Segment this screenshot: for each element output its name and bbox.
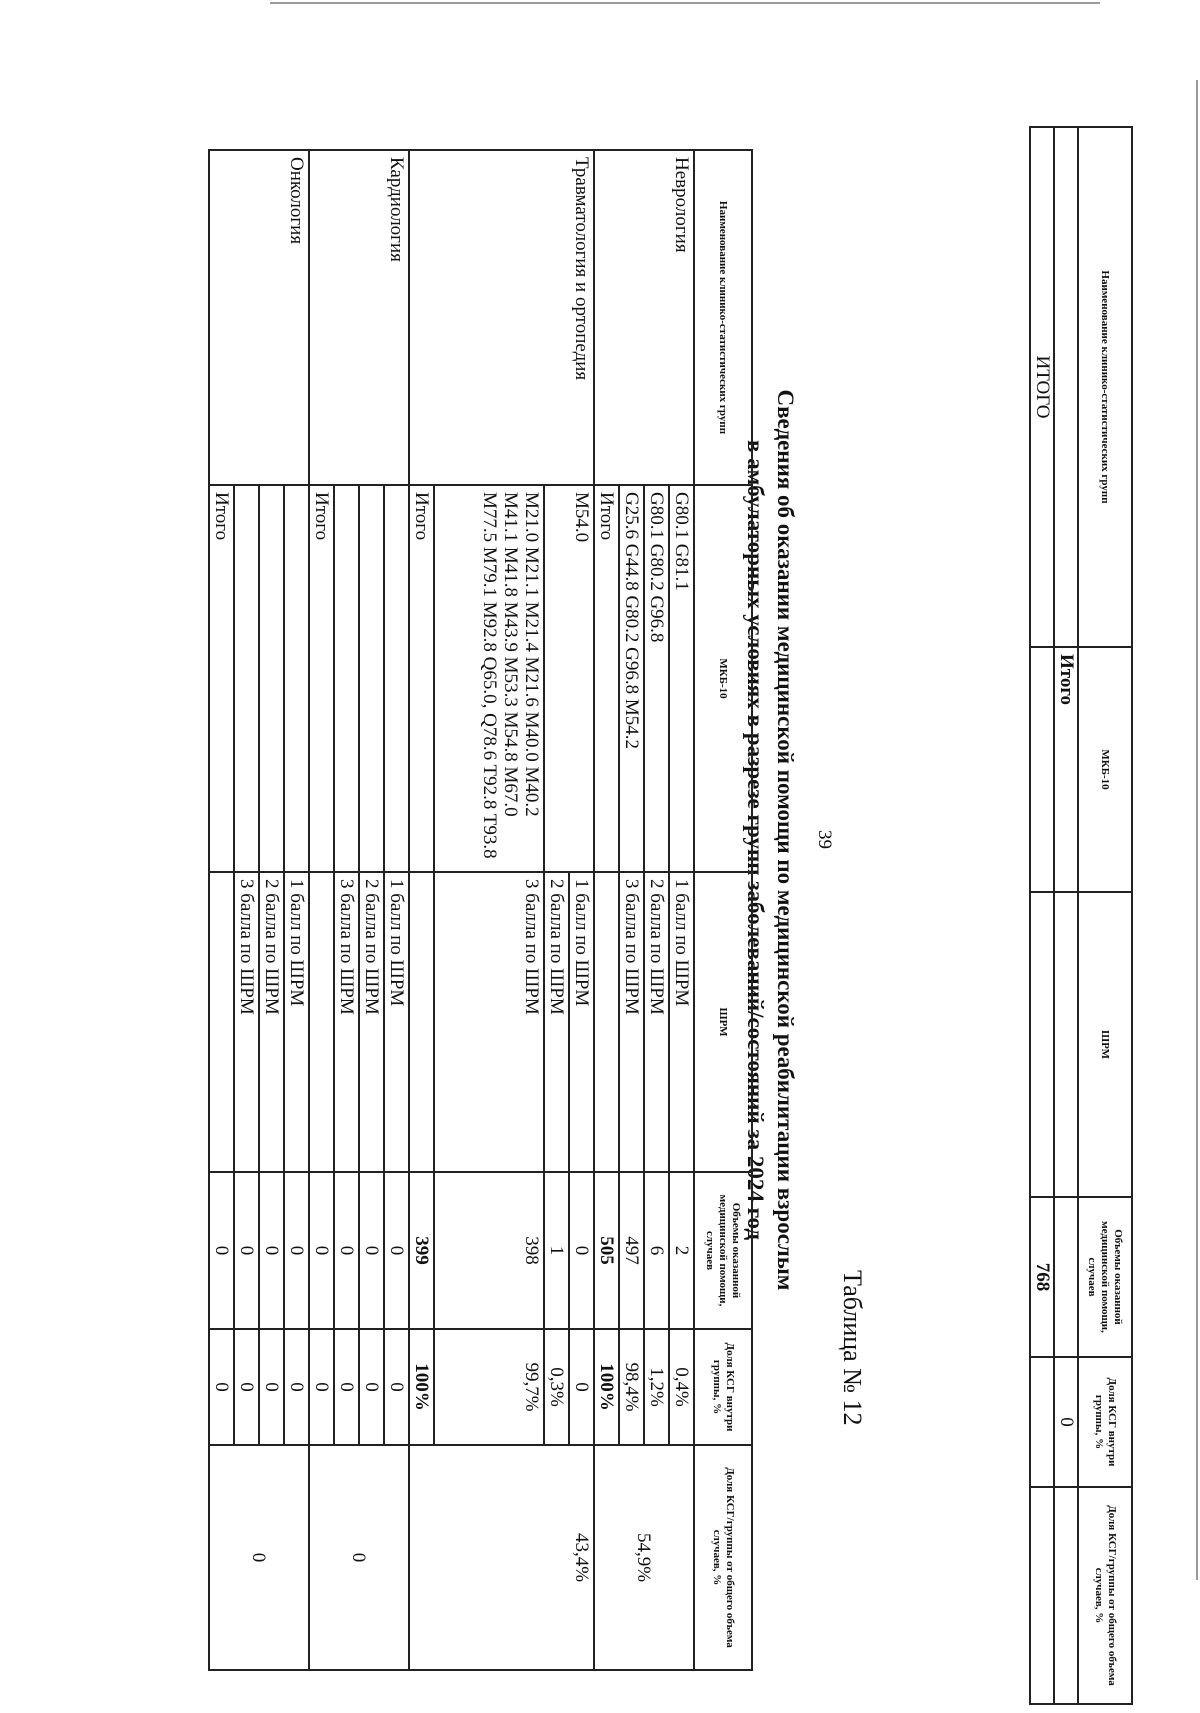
shrm-score: 3 балла по ШРМ: [619, 872, 644, 1172]
rehab-main-table: [208, 149, 753, 1671]
share-value: 0: [359, 1329, 384, 1445]
volume-value: 0: [284, 1172, 309, 1329]
mkb-empty: [334, 485, 359, 872]
table-row: [669, 150, 694, 1670]
share-value: 0: [384, 1329, 409, 1445]
shrm-score: 2 балла по ШРМ: [259, 872, 284, 1172]
mkb-codes: G80.1 G81.1: [669, 485, 694, 872]
mkb-empty: [384, 485, 409, 872]
summary-header-row: [1078, 127, 1132, 1704]
volume-value: 0: [259, 1172, 284, 1329]
group-name-oncology: Онкология: [209, 150, 309, 485]
shrm-score: 2 балла по ШРМ: [644, 872, 669, 1172]
summary-cell-empty: [1054, 892, 1078, 1197]
group-share-cardiology: 0: [309, 1445, 409, 1670]
shrm-score: 1 балл по ШРМ: [284, 872, 309, 1172]
mkb-codes: G25.6 G44.8 G80.2 G96.8 M54.2: [619, 485, 644, 872]
volume-value: 2: [669, 1172, 694, 1329]
summary-cell-volume: [1054, 1197, 1078, 1357]
shrm-score: 3 балла по ШРМ: [434, 872, 544, 1172]
summary-total-label: ИТОГО: [1030, 127, 1054, 647]
mkb-codes: M54.0: [544, 485, 594, 872]
share-value: 0: [334, 1329, 359, 1445]
main-header-share-total: Доля КСГ/группы от общего объема случаев, %: [694, 1445, 752, 1670]
title-line-1: Сведения об оказании медицинской помощи по медицинской реабилитации взрослым: [773, 389, 798, 1291]
total-volume: 505: [594, 1172, 619, 1329]
itogo-label: Итого: [594, 485, 619, 872]
main-header-mkb: МКБ-10: [694, 485, 752, 872]
total-volume: 0: [309, 1172, 334, 1329]
share-value: 0: [234, 1329, 259, 1445]
summary-header-mkb: МКБ-10: [1078, 647, 1132, 892]
shrm-score: 1 балл по ШРМ: [569, 872, 594, 1172]
total-share: 0: [209, 1329, 234, 1445]
group-share-neurology: 54,9%: [594, 1445, 694, 1670]
summary-header-share-total: Доля КСГ/группы от общего объема случаев, %: [1078, 1487, 1132, 1704]
summary-cell-share: 0: [1054, 1357, 1078, 1487]
summary-cell-empty: [1054, 127, 1078, 647]
summary-total-volume: 768: [1030, 1197, 1054, 1357]
table-number: Таблица № 12: [838, 1270, 867, 1426]
page-number: 39: [814, 830, 835, 849]
shrm-empty: [409, 872, 434, 1172]
share-value: 98,4%: [619, 1329, 644, 1445]
summary-header-shrm: ШРМ: [1078, 892, 1132, 1197]
shrm-empty: [594, 872, 619, 1172]
mkb-codes: M21.0 M21.1 M21.4 M21.6 M40.0 M40.2 M41.1 M41.8 M43.9 M53.3 M54.8 M67.0 M77.5 M79.1 M92.8 Q65.0, Q78.6 T92.8 T93.8: [434, 485, 544, 872]
group-share-oncology: 0: [209, 1445, 309, 1670]
summary-table: [1029, 126, 1133, 1705]
shrm-empty: [209, 872, 234, 1172]
volume-value: 398: [434, 1172, 544, 1329]
group-name-neurology: Неврология: [594, 150, 694, 485]
main-header-volume: Объемы оказанной медицинской помощи, случаев: [694, 1172, 752, 1329]
share-value: 0: [259, 1329, 284, 1445]
volume-value: 0: [234, 1172, 259, 1329]
main-header-name: Наименование клинико-статистических групп: [694, 150, 752, 485]
volume-value: 0: [384, 1172, 409, 1329]
main-header-share: Доля КСГ внутри группы, %: [694, 1329, 752, 1445]
main-header-shrm: ШРМ: [694, 872, 752, 1172]
shrm-score: 2 балла по ШРМ: [359, 872, 384, 1172]
volume-value: 0: [359, 1172, 384, 1329]
summary-row-total: [1030, 127, 1054, 1704]
volume-value: 0: [334, 1172, 359, 1329]
mkb-empty: [234, 485, 259, 872]
summary-cell-empty: [1030, 1357, 1054, 1487]
mkb-empty: [284, 485, 309, 872]
itogo-label: Итого: [409, 485, 434, 872]
title-line-2: в амбулаторных условиях в разрезе групп заболеваний/состояний за 2024 год: [743, 439, 768, 1241]
group-share-trauma: 43,4%: [409, 1445, 594, 1670]
volume-value: 0: [569, 1172, 594, 1329]
total-volume: 0: [209, 1172, 234, 1329]
volume-value: 497: [619, 1172, 644, 1329]
total-share: 0: [309, 1329, 334, 1445]
share-value: 0,4%: [669, 1329, 694, 1445]
summary-cell-empty: [1030, 1487, 1054, 1704]
volume-value: 1: [544, 1172, 569, 1329]
share-value: 99,7%: [434, 1329, 544, 1445]
mkb-empty: [259, 485, 284, 872]
shrm-score: 3 балла по ШРМ: [234, 872, 259, 1172]
table-row: [569, 150, 594, 1670]
group-name-cardiology: Кардиология: [309, 150, 409, 485]
share-value: 1,2%: [644, 1329, 669, 1445]
itogo-label: Итого: [209, 485, 234, 872]
table-row: [284, 150, 309, 1670]
total-volume: 399: [409, 1172, 434, 1329]
summary-header-name: Наименование клинико-статистических групп: [1078, 127, 1132, 647]
itogo-label: Итого: [309, 485, 334, 872]
mkb-codes: G80.1 G80.2 G96.8: [644, 485, 669, 872]
total-share: 100%: [409, 1329, 434, 1445]
shrm-score: 2 балла по ШРМ: [544, 872, 569, 1172]
main-header-row: [694, 150, 752, 1670]
share-value: 0: [569, 1329, 594, 1445]
group-name-trauma: Травматология и ортопедия: [409, 150, 594, 485]
summary-row-itogo: [1054, 127, 1078, 1704]
volume-value: 6: [644, 1172, 669, 1329]
share-value: 0,3%: [544, 1329, 569, 1445]
summary-header-share: Доля КСГ внутри группы, %: [1078, 1357, 1132, 1487]
summary-cell-empty: [1030, 892, 1054, 1197]
summary-cell-empty: [1030, 647, 1054, 892]
summary-cell-empty: [1054, 1487, 1078, 1704]
shrm-empty: [309, 872, 334, 1172]
table-row: [384, 150, 409, 1670]
summary-itogo-label: Итого: [1054, 647, 1078, 892]
total-share: 100%: [594, 1329, 619, 1445]
shrm-score: 3 балла по ШРМ: [334, 872, 359, 1172]
summary-header-volume: Объемы оказанной медицинской помощи, случаев: [1078, 1197, 1132, 1357]
mkb-empty: [359, 485, 384, 872]
share-value: 0: [284, 1329, 309, 1445]
shrm-score: 1 балл по ШРМ: [669, 872, 694, 1172]
shrm-score: 1 балл по ШРМ: [384, 872, 409, 1172]
